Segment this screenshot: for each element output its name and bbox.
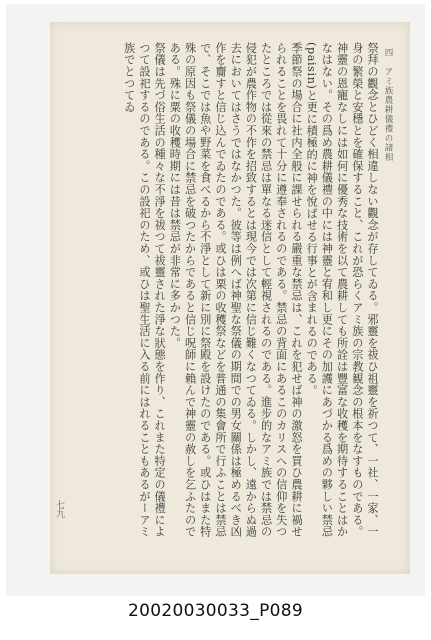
body-text xyxy=(66,42,380,542)
image-caption: 20020030033_P089 xyxy=(128,601,303,621)
scan-card xyxy=(6,4,425,596)
book-page xyxy=(50,22,410,574)
paragraph: 祭儀は先づ俗生活の種々な不淨を祓つて祓靈された淨な狀態を作り、これまた特定の儀禮によつて設祀するのである。この設祀のため、或ひは聖生活に入る前にはれることもあるがーアミ族でとつてゐ xyxy=(122,42,167,538)
paragraph: 祭拜の觀念とひどく相違しない觀念が存してゐる。邪靈を祓ひ祖靈を祈つて、一社、一家、一身の繁榮と安穩とを確保すること、これが恐らくアミ族の宗教観念の根本をなすものである。神靈の恩寵なしには如何に優秀な技術を以て農耕しても所詮は豐富な收穫を期待することはかなはない。その爲め農耕儀禮の中には神靈と宥和し更にその加護にあづかる爲めの夥しい禁忌(paisin)と更に積極的に神を悅ばせる行事とが含まれるのである。 xyxy=(305,42,379,538)
page-number: 七九 xyxy=(54,500,64,518)
paragraph: 季節祭の場合に社内全般に課せられる嚴重な禁忌は、これを犯せば神の激怒を買ひ農耕に禍せられることを畏れて十分に遵奉されるのである。禁忌の背面にあるこのカリスへの信仰を失つたところでは從來の禁忌は單なる迷信として輕視されるのである。進步的なアミ族では禁忌の侵犯が農作物の不作を招致するとは現今では次第に信じ難くなつてゐる。しかし、遠からぬ過去においてはさうではなかつた。彼等は例へば神聖な祭儀の期間での男女關係は極めるべき凶作を齎すと信じ込んでゐたのである。或ひは栗の收穫祭などを普通の集會所で行ふことは禁忌で、そこでは魚や野菜を食べるから不淨として新に別に祭殿を設けたのである。或ひはまた特殊の原因も祭儀の場合に禁忌を破つたからであると信じ呪師に賴んで神靈の赦しを乞ふたのである。殊に粟の收穫時期には昔は禁忌が非常に多かつた。 xyxy=(168,42,303,538)
running-head: 四 アミ族農耕儀禮の諸相 xyxy=(383,48,393,162)
